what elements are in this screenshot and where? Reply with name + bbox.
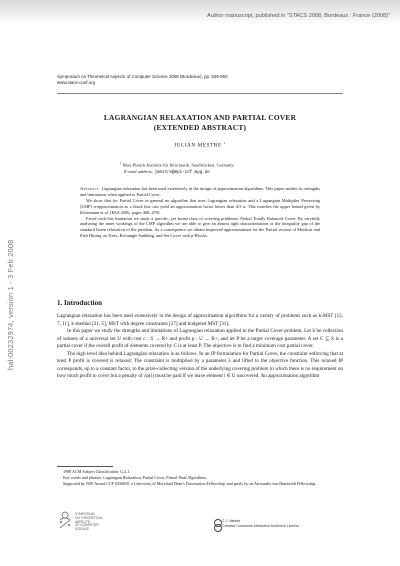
author-email[interactable]: jmestre@mpi-inf.mpg.de — [154, 170, 210, 175]
conference-line: Symposium on Theoretical Aspects of Computer Science 2008 (Bordeaux), pp. 539-550 — [57, 74, 228, 79]
stacs-emblem-icon — [57, 510, 73, 530]
title-line-1: LAGRANGIAN RELAXATION AND PARTIAL COVER — [103, 113, 297, 122]
paper-author — [57, 141, 343, 149]
footnote-keywords: Key words and phrases: Lagrangian Relaxation, Partial Cover, Primal-Dual Algorithms. — [63, 474, 207, 480]
manuscript-note: Author manuscript, published in "STACS 2008, Bordeaux : France (2008)" — [207, 13, 390, 19]
abstract-paragraph: We show that for Partial Cover in general no algorithm that uses Lagrangian relaxation and a Lagrangian Multiplier Preserving (LMP) α-approximation as a black box can yield an approximation factor better than 4/3 α. This matches the upper bound given by Könemann et al. (ESA 2006, pages 468–479). — [80, 197, 320, 215]
affiliation-mark: 1 — [120, 161, 122, 165]
conference-website[interactable]: www.stacs-conf.org — [57, 80, 96, 85]
abstract — [80, 186, 320, 239]
conference-info — [57, 74, 228, 86]
header-gradient — [0, 0, 400, 24]
body-paragraph: The high level idea behind Lagrangian relaxation is as follows. In an IP formulation for Partial Cover, the constraint enforcing that at least P profit is covered is relaxed: The constraint is multiplied by a parameter λ and lifted to the objective function. This relaxed IP corresponds, up to a constant factor, to the prize-collecting version of the underlying covering problem in which there is no requirement on how much profit to cover but a penalty of λp(i) must be paid if we leave element i ∈ U uncovered. An approximation algorithm — [57, 350, 343, 379]
manuscript-header-bar — [0, 0, 400, 24]
footnote-acm: 1998 ACM Subject Classification: G.2.1. — [63, 469, 131, 474]
affiliation-text: Max-Planck-Institute für Informatik, Saarbrücken, Germany. — [122, 162, 235, 168]
email-label: E-mail address: — [124, 168, 154, 174]
section-heading: 1. Introduction — [57, 299, 102, 307]
header-rule — [57, 93, 343, 94]
body-paragraph: Lagrangian relaxation has been used extensively in the design of approximation algorithms for a variety of problems such as k-MST [12, 7, 11], k-median [21, 5], MST with degree constraints [27] and budgeted MST [31]. — [57, 313, 343, 327]
body-text — [57, 313, 343, 381]
footnotes — [57, 469, 343, 486]
abstract-paragraph: Faced with this limitation we study a specific, yet broad class of covering problems: Partial Totally Balanced Cover. By carefully analyzing the inner workings of the LMP algorithm we are able to give an almost tight characterization of the integrality gap of the standard linear relaxation of the problem. As a consequence we obtain improved approximations for the Partial version of Multicut and Path Hitting on Trees, Rectangle Stabbing, and Set Cover with ρ-Blocks. — [80, 215, 320, 239]
footnote-rule — [57, 466, 113, 467]
author-footnote-mark: 1 — [223, 141, 226, 145]
body-paragraph: In this paper we study the strengths and limitations of Lagrangian relaxation applied to the Partial Cover problem. Let S be collection of subsets of a universal set U with cost c : S → R+ and profit p : U → R+, and let P be a target coverage parameter. A set C ⊆ S is a partial cover if the overall profit of elements covered by C is at least P. The objective is to find a minimum cost partial cover. — [57, 328, 343, 349]
creative-commons-icon — [214, 524, 222, 532]
copyright-line: © J. Mestre — [222, 519, 241, 523]
license-line[interactable]: Creative Commons Attribution-NoDerivs License — [222, 524, 300, 528]
abstract-paragraph: Lagrangian relaxation has been used extensively in the design of approximation algorithms. This paper studies its strengths and limitations when applied to Partial Cover. — [80, 186, 320, 197]
stacs-logo-text: SYMPOSIUM ON THEORETICAL ASPECTS OF COMPUTER SCIENCE — [75, 512, 103, 532]
stacs-logo — [57, 510, 117, 532]
abstract-label: Abstract. — [80, 186, 101, 191]
affiliation-block — [120, 160, 320, 176]
paper-title — [57, 113, 343, 133]
hal-identifier: hal-00232974, version 1 - 3 Feb 2008 — [6, 239, 15, 370]
license-block — [222, 519, 299, 529]
author-name: JULIÁN MESTRE — [174, 142, 222, 149]
footnote-support: Supported by NSF Award CCF 0430650, a University of Maryland Dean's Dissertation Fellowship, and partly by an Alexander von Humboldt Fellowship. — [63, 480, 317, 486]
title-line-2: (EXTENDED ABSTRACT) — [153, 123, 247, 132]
